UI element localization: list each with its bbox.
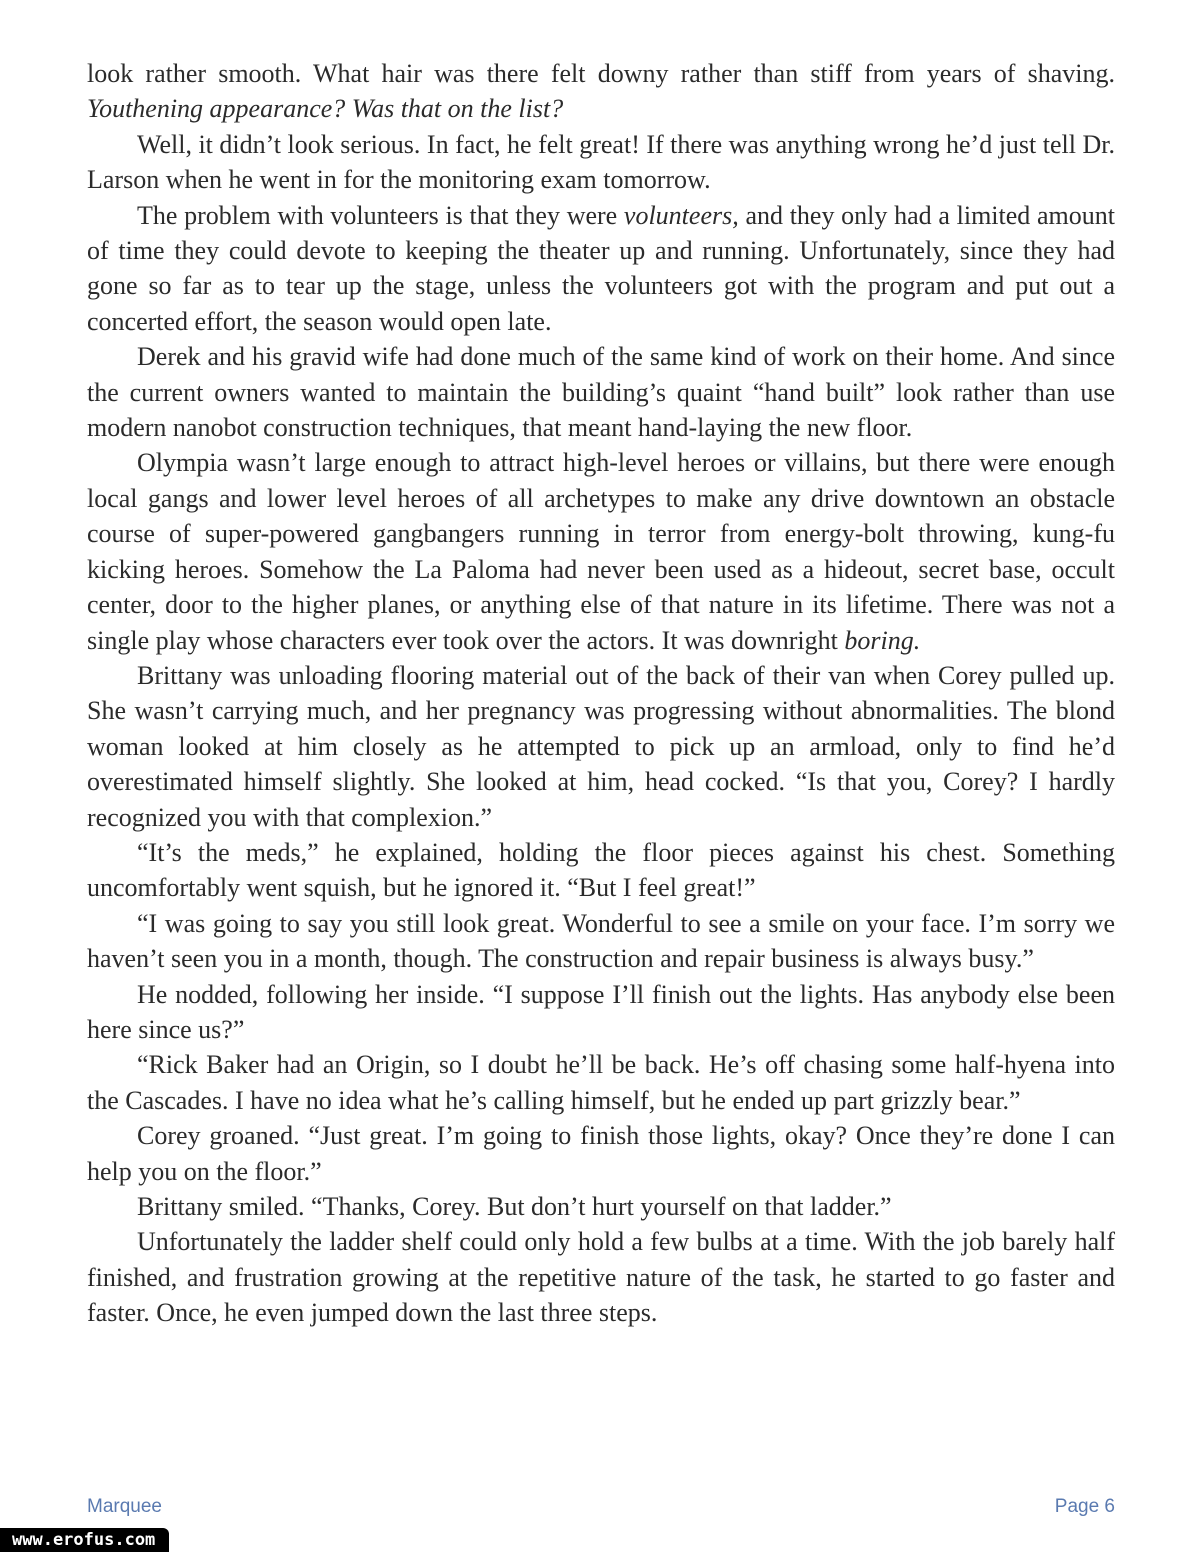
paragraph — [87, 198, 1115, 340]
text-run: Unfortunately the ladder shelf could only hold a few bulbs at a time. With the job barely half finished, and frustration growing at the repetitive nature of the task, he started to go faster and faster. Once, he even jumped down the last three steps. — [87, 1227, 1115, 1328]
paragraph — [87, 445, 1115, 657]
text-run: Derek and his gravid wife had done much of the same kind of work on their home. And since the current owners wanted to maintain the building’s quaint “hand built” look rather than use modern nanobot construction techniques, that meant hand-laying the new floor. — [87, 342, 1115, 443]
text-run: Well, it didn’t look serious. In fact, he felt great! If there was anything wrong he’d just tell Dr. Larson when he went in for the monitoring exam tomorrow. — [87, 129, 1115, 195]
paragraph — [87, 906, 1115, 977]
italic-run: volunteers, — [623, 200, 739, 230]
page-number: Page 6 — [1054, 1496, 1115, 1517]
paragraph — [87, 339, 1115, 445]
paragraph — [87, 1224, 1115, 1330]
paragraph — [87, 1118, 1115, 1189]
paragraph — [87, 127, 1115, 198]
text-run: Corey groaned. “Just great. I’m going to finish those lights, okay? Once they’re done I can help you on the floor.” — [87, 1121, 1115, 1186]
text-run: and they only had a limited amount of time they could devote to keeping the theater up and running. Unfortunately, since they had gone so far as to tear up the stage, unless the volunteers got with the program and put out a concerted effort, the season would open late. — [87, 200, 1115, 336]
watermark: www.erofus.com — [0, 1528, 169, 1552]
paragraph — [87, 1189, 1115, 1224]
text-run: “I was going to say you still look great. Wonderful to see a smile on your face. I’m sorry we haven’t seen you in a month, though. The construction and repair business is always busy.” — [87, 908, 1115, 974]
italic-run: boring. — [844, 625, 921, 655]
body-text — [87, 56, 1115, 1331]
text-run: The problem with volunteers is that they were — [137, 200, 624, 230]
text-run: Brittany was unloading flooring material out of the back of their van when Corey pulled up. She wasn’t carrying much, and her pregnancy was progressing without abnormalities. The blond woman looked at him closely as he attempted to pick up an armload, only to find he’d overestimated himself slightly. She looked at him, head cocked. “Is that you, Corey? I hardly recognized you with that complexion.” — [87, 660, 1115, 832]
paragraph — [87, 835, 1115, 906]
paragraph — [87, 1047, 1115, 1118]
italic-run: Youthening appearance? Was that on the list? — [87, 94, 564, 124]
paragraph — [87, 56, 1115, 127]
text-run: “Rick Baker had an Origin, so I doubt he’ll be back. He’s off chasing some half-hyena into the Cascades. I have no idea what he’s calling himself, but he ended up part grizzly bear.” — [87, 1050, 1115, 1115]
paragraph — [87, 658, 1115, 835]
text-run: Olympia wasn’t large enough to attract high-level heroes or villains, but there were enough local gangs and lower level heroes of all archetypes to make any drive downtown an obstacle course of super-powered gangbangers running in terror from energy-bolt throwing, kung-fu kicking heroes. Somehow the La Paloma had never been used as a hideout, secret base, occult center, door to the higher planes, or anything else of that nature in its lifetime. There was not a single play whose characters ever took over the actors. It was downright — [87, 448, 1115, 655]
footer-title: Marquee — [87, 1496, 162, 1517]
text-run: look rather smooth. What hair was there felt downy rather than stiff from years of shaving. — [87, 59, 1115, 88]
text-run: Brittany smiled. “Thanks, Corey. But don’t hurt yourself on that ladder.” — [137, 1192, 892, 1221]
text-run: He nodded, following her inside. “I suppose I’ll finish out the lights. Has anybody else been here since us?” — [87, 979, 1115, 1044]
paragraph — [87, 977, 1115, 1048]
text-run: “It’s the meds,” he explained, holding the floor pieces against his chest. Something uncomfortably went squish, but he ignored it. “But I feel great!” — [87, 837, 1115, 903]
